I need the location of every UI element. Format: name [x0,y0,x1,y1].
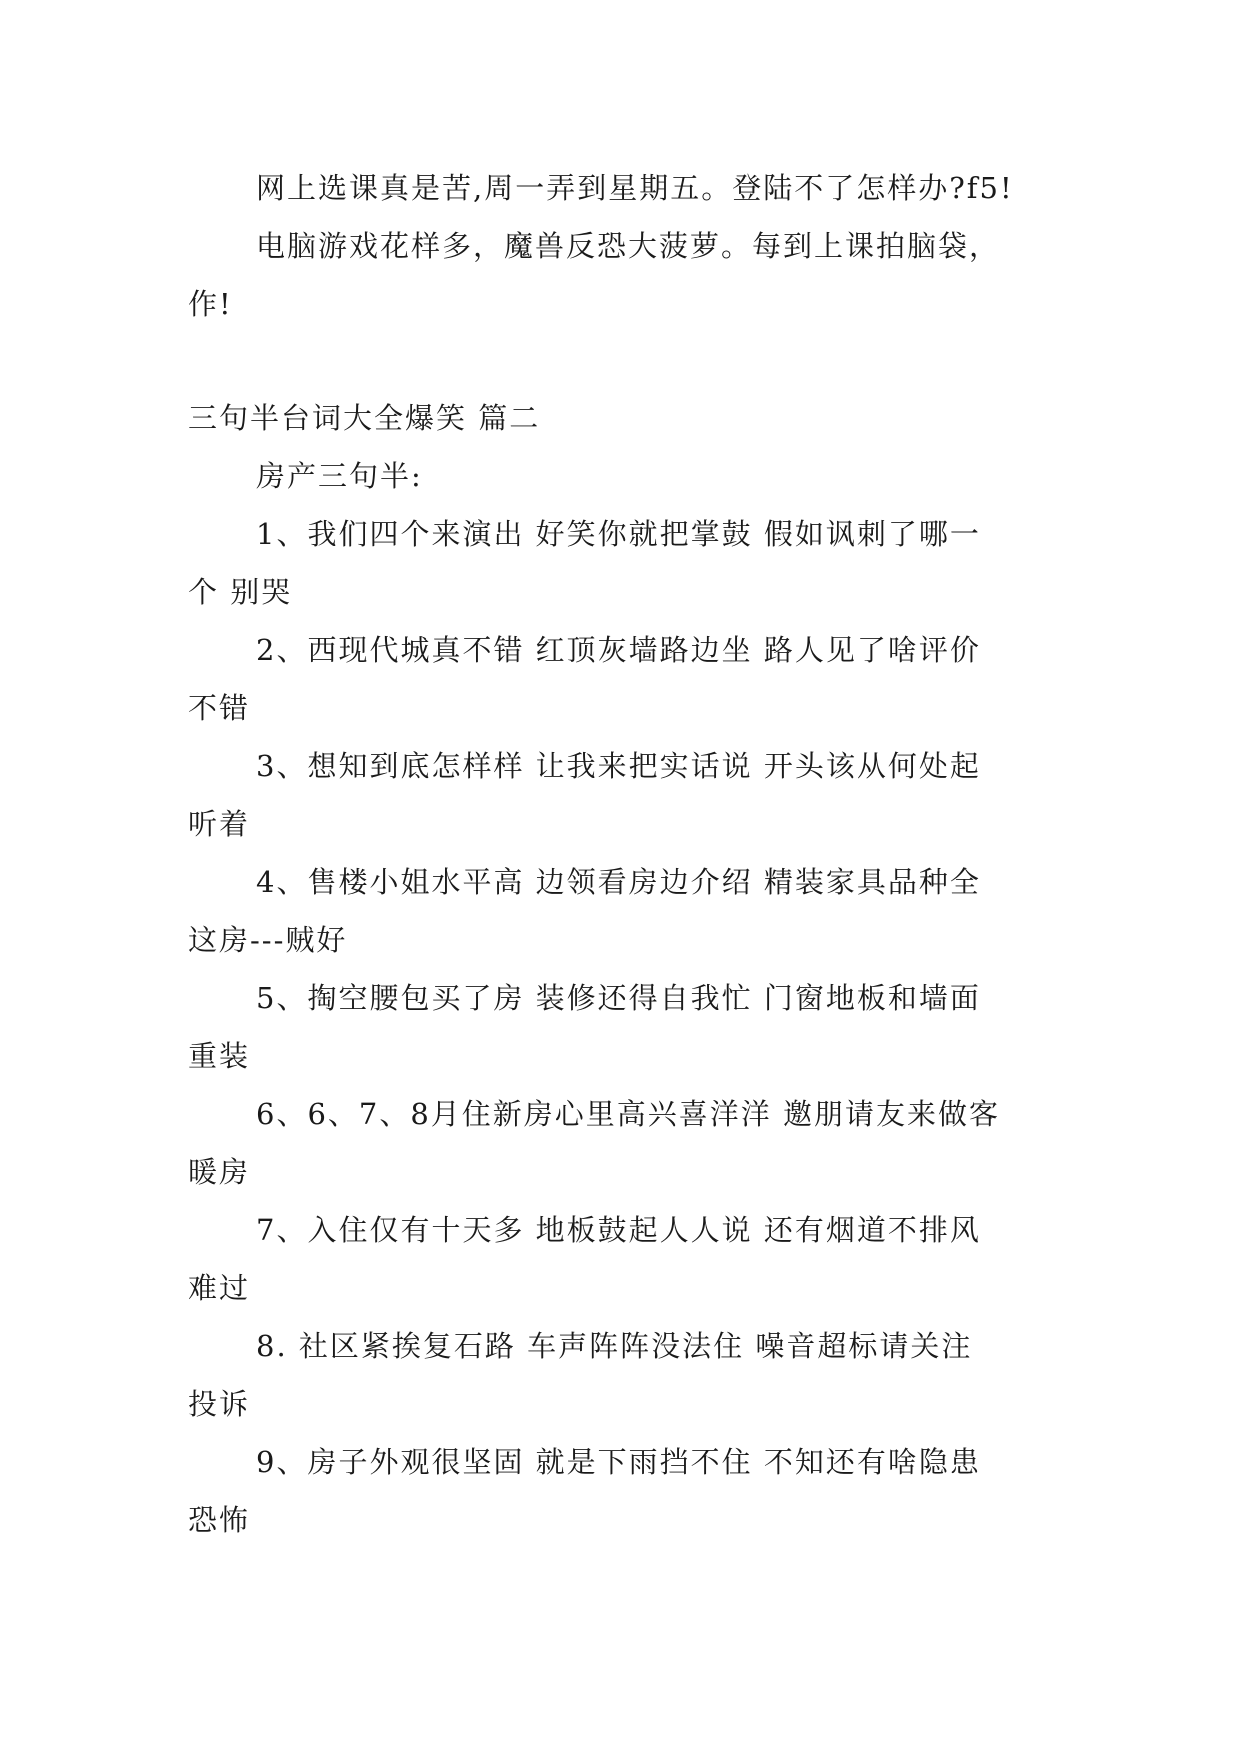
text-line: 网上选课真是苦,周一弄到星期五。登陆不了怎样办?f5! [256,171,1014,205]
text-line: 恐怖 [188,1503,251,1537]
text-line: 6、6、7、8月住新房心里高兴喜洋洋 邀朋请友来做客 [256,1097,1001,1131]
text-line: 作! [188,287,233,321]
text-line: 2、西现代城真不错 红顶灰墙路边坐 路人见了啥评价 [256,633,981,667]
text-line: 重装 [188,1039,251,1073]
text-line: 8. 社区紧挨复石路 车声阵阵没法住 噪音超标请关注 [256,1329,973,1363]
text-line: 听着 [188,807,251,841]
text-line: 3、想知到底怎样样 让我来把实话说 开头该从何处起 [256,749,981,783]
text-line: 不错 [188,691,251,725]
text-line: 投诉 [188,1387,251,1421]
text-line: 7、入住仅有十天多 地板鼓起人人说 还有烟道不排风 [256,1213,981,1247]
text-line: 难过 [188,1271,251,1305]
text-line: 1、我们四个来演出 好笑你就把掌鼓 假如讽刺了哪一 [256,517,981,551]
section-heading: 三句半台词大全爆笑 篇二 [188,401,541,435]
text-line: 暖房 [188,1155,251,1189]
text-line: 9、房子外观很坚固 就是下雨挡不住 不知还有啥隐患 [256,1445,981,1479]
text-line: 5、掏空腰包买了房 装修还得自我忙 门窗地板和墙面 [256,981,981,1015]
text-line: 个 别哭 [188,575,293,609]
text-line: 房产三句半: [256,459,423,493]
text-line: 4、售楼小姐水平高 边领看房边介绍 精装家具品种全 [256,865,981,899]
text-line: 电脑游戏花样多，魔兽反恐大菠萝。每到上课拍脑袋， [256,229,1001,263]
text-line: 这房---贼好 [188,923,348,957]
